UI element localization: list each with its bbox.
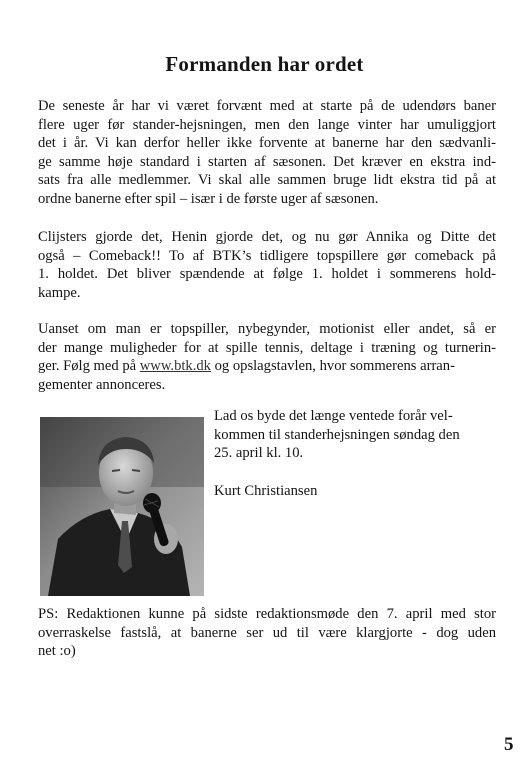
article-title: Formanden har ordet [165,52,364,76]
text-line: overraskelse fastslå, at banerne ser ud til være klargjorte - dog uden [38,624,496,641]
paragraph-activities [38,320,496,394]
text-segment: og opslagstavlen, hvor sommerens arran- [210,358,455,375]
text-line: kampe. [38,284,81,301]
text-line-with-link [38,357,496,376]
signature: Kurt Christiansen [214,483,318,499]
text-line: De seneste år har vi været forvænt med at starte på de udendørs baner [38,98,496,114]
paragraph-comeback [38,228,496,302]
page-number: 5 [504,734,514,755]
text-line: net :o) [38,643,76,660]
postscript [38,605,496,661]
text-line: også – Comeback!! To af BTK’s tidligere topspillere gør comeback på [38,247,496,264]
text-line: ge samme høje standard i starten af sæsonen. Det kræver en ekstra ind- [38,153,496,170]
text-line: ordne banerne efter spil – især i de første uger af sæsonen. [38,190,379,207]
text-line: Clijsters gjorde det, Henin gjorde det, og nu gør Annika og Ditte det [38,229,496,245]
invitation-text [214,407,494,463]
text-line: PS: Redaktionen kunne på sidste redaktionsmøde den 7. april med stor [38,606,496,622]
text-line: 1. holdet. Det bliver spændende at følge 1. holdet i sommerens hold- [38,266,496,283]
text-line: kommen til standerhejsningen søndag den [214,426,460,443]
text-line: gementer annonceres. [38,376,166,393]
chairman-photo [40,417,204,596]
text-segment: ger. Følg med på [38,358,140,375]
text-line: flere uger før stander-hejsningen, men den lange vinter har umuliggjort [38,116,496,133]
text-line: 25. april kl. 10. [214,445,304,462]
text-line: Uanset om man er topspiller, nybegynder, motionist eller andet, så er [38,321,496,337]
paragraph-spring-courts [38,97,496,209]
text-line: sats fra alle medlemmer. Vi skal alle sammen bruge lidt ekstra tid på at [38,172,496,189]
text-line: Lad os byde det længe ventede forår vel- [214,408,453,424]
text-line: det i år. Vi kan derfor heller ikke forvente at banerne har den sædvanli- [38,135,496,152]
website-link[interactable]: www.btk.dk [139,358,211,375]
text-line: der mange muligheder for at spille tennis, deltage i træning og turnerin- [38,339,496,356]
